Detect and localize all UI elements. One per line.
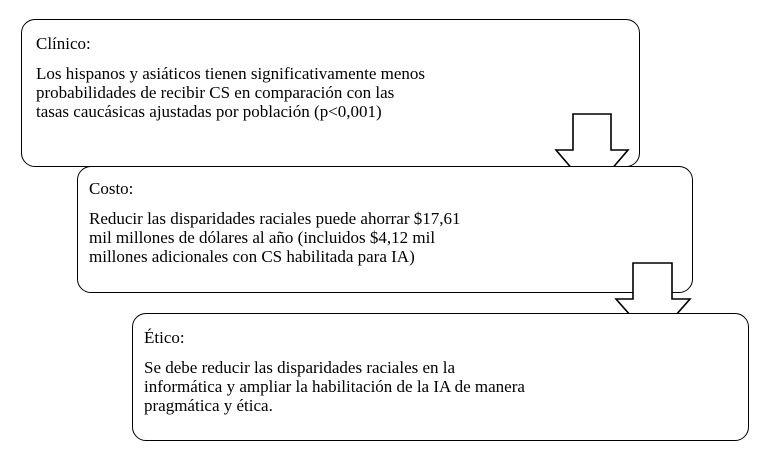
- clinical-line-3: tasas caucásicas ajustadas por población (p<0,001): [36, 102, 382, 121]
- ethical-line-2: informática y ampliar la habilitación de la IA de manera: [144, 377, 525, 396]
- ethical-line-1: Se debe reducir las disparidades raciales en la: [144, 358, 456, 377]
- clinical-heading: Clínico:: [36, 34, 91, 53]
- cost-line-1: Reducir las disparidades raciales puede ahorrar $17,61: [89, 209, 461, 228]
- ethical-heading: Ético:: [144, 328, 185, 347]
- ethical-line-3: pragmática y ética.: [144, 396, 273, 415]
- clinical-text: [36, 64, 625, 121]
- ethical-box: [132, 313, 749, 441]
- cost-box: [77, 166, 693, 293]
- clinical-line-1: Los hispanos y asiáticos tienen significativamente menos: [36, 64, 426, 83]
- clinical-box: [21, 19, 640, 167]
- cost-text: [89, 209, 680, 266]
- cost-line-2: mil millones de dólares al año (incluidos $4,12 mil: [89, 228, 436, 247]
- cost-line-3: millones adicionales con CS habilitada para IA): [89, 247, 415, 266]
- ethical-text: [144, 358, 736, 415]
- clinical-line-2: probabilidades de recibir CS en comparación con las: [36, 83, 395, 102]
- cost-heading: Costo:: [89, 179, 134, 198]
